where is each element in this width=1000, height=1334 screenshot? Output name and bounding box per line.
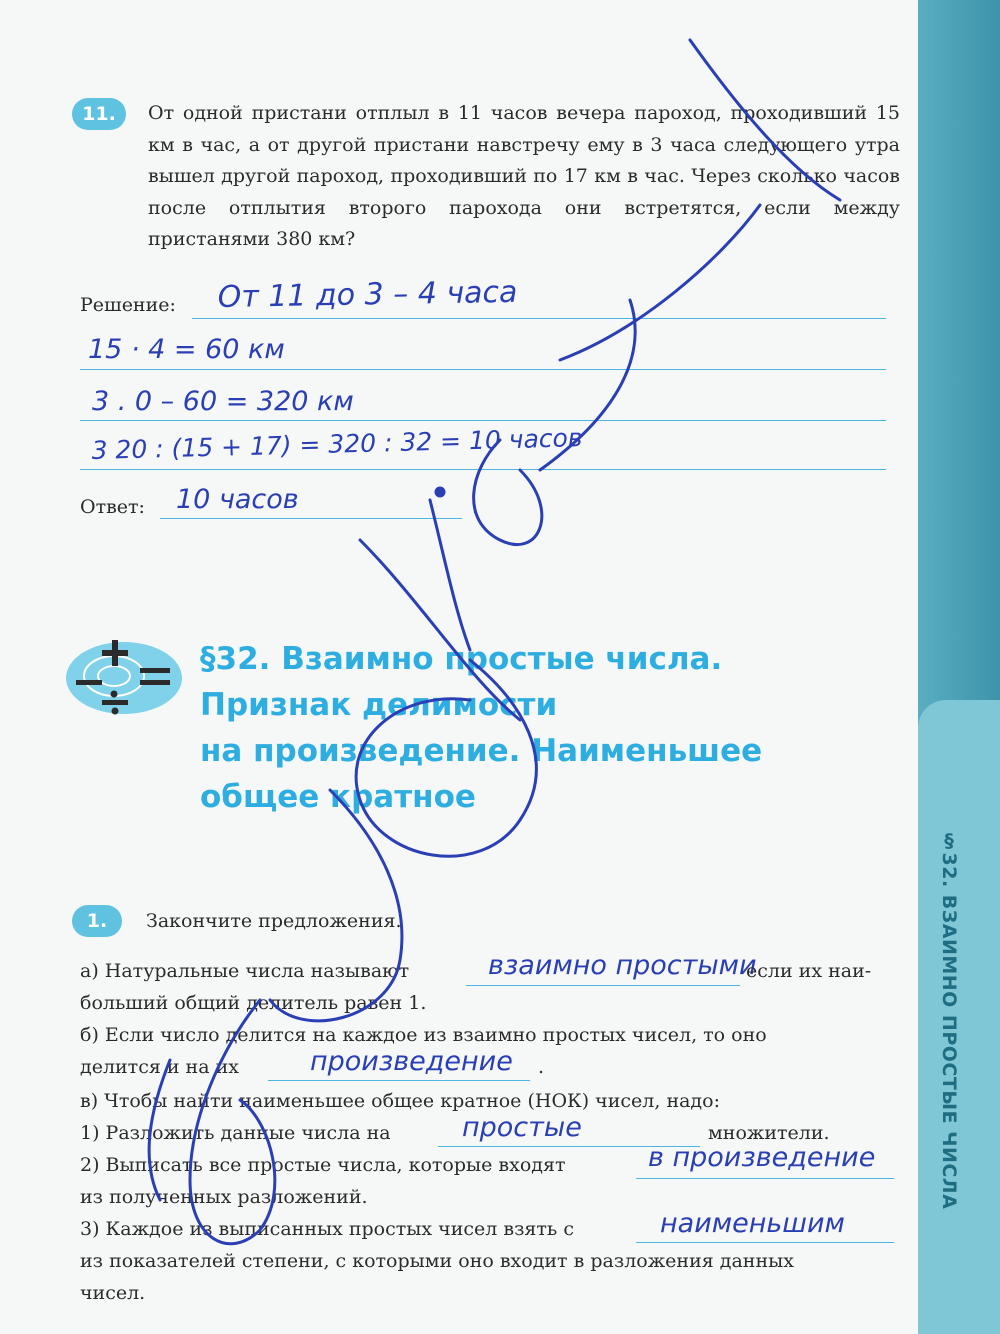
item-a-end: если их наи- [746,960,872,982]
item-b-start: делится и на их [80,1056,239,1078]
item-a-start: а) Натуральные числа называют [80,960,410,982]
answer-line [160,518,462,519]
section-title-line-2: Признак делимости [200,687,558,723]
item-c-intro: в) Чтобы найти наименьшее общее кратное (НОК) чисел, надо: [80,1090,720,1112]
task-1-number: 1. [72,905,122,937]
solution-line-1 [192,318,886,319]
math-operations-icon [62,628,192,718]
item-c2-line-2: из полученных разложений. [80,1186,368,1208]
item-c2-start: 2) Выписать все простые числа, которые входят [80,1154,566,1176]
solution-line-4 [80,469,886,470]
section-title [200,636,762,820]
item-b-fill-line [268,1080,530,1081]
item-c3-answer: наименьшим [660,1208,845,1239]
item-b-end: . [538,1056,545,1078]
item-c3-line-3: чисел. [80,1282,146,1304]
section-title-line-4: общее кратное [200,779,476,815]
solution-step-3: 3 . 0 – 60 = 320 км [92,386,354,417]
item-c3-start: 3) Каждое из выписанных простых чисел взять с [80,1218,574,1240]
answer-period: . [472,496,479,518]
side-tab-text: §32. ВЗАИМНО ПРОСТЫЕ ЧИСЛА [938,830,960,1210]
item-c2-fill-line [636,1178,894,1179]
solution-step-2: 15 · 4 = 60 км [88,334,285,365]
item-c3-line-2: из показателей степени, с которыми оно входит в разложения данных [80,1250,794,1272]
task-11-number: 11. [72,98,126,130]
task-11-text: От одной пристани отплыл в 11 часов вечера пароход, проходивший 15 км в час, а от другой пристани навстречу ему в 3 часа следующего утра вышел другой пароход, проходивший по 17 км в час. Через сколько часов после отплытия второго парохода они встретятся, если между пристанями 380 км? [148,102,900,250]
solution-step-1: От 11 до 3 – 4 часа [217,274,518,315]
solution-line-2 [80,369,886,370]
item-c3-fill-line [636,1242,894,1243]
item-c2-answer: в произведение [648,1142,876,1173]
item-b-line-1: б) Если число делится на каждое из взаимно простых чисел, то оно [80,1024,767,1046]
answer-label: Ответ: [80,496,145,518]
item-c1-start: 1) Разложить данные числа на [80,1122,391,1144]
solution-line-3 [80,420,886,421]
item-a-answer: взаимно простыми [488,950,757,981]
answer-value: 10 часов [176,484,299,515]
item-a-line-2: больший общий делитель равен 1. [80,992,427,1014]
section-title-line-1: §32. Взаимно простые числа. [200,641,723,677]
task-1-prompt: Закончите предложения. [146,910,402,932]
item-b-answer: произведение [310,1046,513,1077]
solution-label: Решение: [80,294,176,316]
item-c1-end: множители. [708,1122,830,1144]
section-title-line-3: на произведение. Наименьшее [200,733,763,769]
item-c1-answer: простые [462,1112,582,1143]
item-a-fill-line [466,985,740,986]
solution-step-4: 3 20 : (15 + 17) = 320 : 32 = 10 часов [91,423,583,465]
